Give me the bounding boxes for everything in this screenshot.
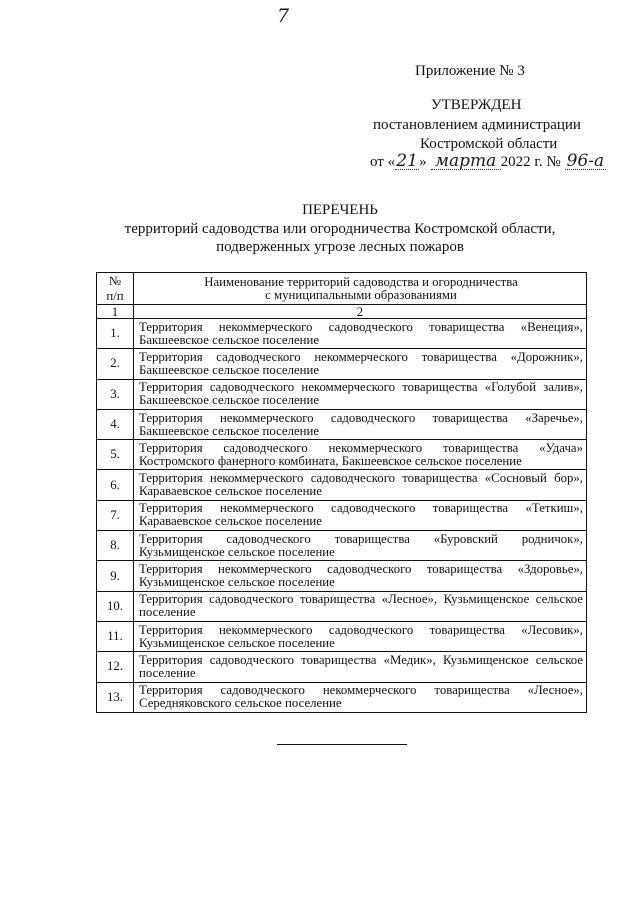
column-number: 2: [134, 305, 587, 319]
territory-name-line: Бакшеевское сельское поселение: [139, 393, 320, 408]
territory-name-cell: [134, 621, 587, 651]
closing-separator-line: [277, 744, 407, 745]
header-name-cell: [134, 273, 587, 305]
territory-name-line: Бакшеевское сельское поселение: [139, 332, 320, 347]
territory-name-line: Территория некоммерческого садоводческого товарищества «Теткиш»,: [139, 501, 583, 516]
document-number-handwritten: 96-а: [566, 151, 605, 171]
row-number: 1.: [97, 319, 134, 349]
territory-name-cell: [134, 379, 587, 409]
table-row: [97, 379, 587, 409]
table-row: [97, 652, 587, 682]
date-prefix: от «: [370, 154, 396, 170]
table-header-row: [97, 273, 587, 305]
date-year: 2022 г. №: [500, 154, 561, 170]
territory-name-line: Территория садоводческого товарищества «Буровский родничок»,: [139, 531, 583, 546]
territory-name-cell: [134, 440, 587, 470]
row-number: 4.: [97, 409, 134, 439]
table-row: [97, 349, 587, 379]
row-number: 2.: [97, 349, 134, 379]
territory-name-line: Середняковского сельское поселение: [139, 696, 342, 711]
row-number: 7.: [97, 500, 134, 530]
row-number: 11.: [97, 621, 134, 651]
document-heading: ПЕРЕЧЕНЬ: [302, 202, 378, 218]
territory-name-line: поселение: [139, 665, 196, 680]
row-number: 3.: [97, 379, 134, 409]
date-day-handwritten: 21: [396, 151, 418, 171]
territory-name-cell: [134, 682, 587, 712]
territory-name-cell: [134, 561, 587, 591]
territory-name-line: Территория некоммерческого садоводческого товарищества «Сосновый бор»,: [139, 471, 583, 486]
page-number-handwritten: 7: [277, 5, 290, 27]
territory-name-line: Бакшеевское сельское поселение: [139, 362, 320, 377]
date-quote-close: »: [419, 154, 427, 170]
territory-name-line: Караваевское сельское поселение: [139, 484, 322, 499]
row-number: 13.: [97, 682, 134, 712]
territory-name-line: Караваевское сельское поселение: [139, 514, 322, 529]
territory-name-cell: [134, 591, 587, 621]
header-name-line: Наименование территорий садоводства и огородничества: [204, 274, 518, 289]
table-row: [97, 440, 587, 470]
territory-name-line: Кузьмищенское сельское поселение: [139, 544, 335, 559]
territory-name-line: Бакшеевское сельское поселение: [139, 423, 320, 438]
header-number-line: п/п: [106, 288, 124, 303]
table-row: [97, 561, 587, 591]
table-row: [97, 591, 587, 621]
territory-name-cell: [134, 349, 587, 379]
date-month-handwritten: марта: [431, 153, 501, 170]
header-name-line: с муниципальными образованиями: [265, 287, 457, 302]
territory-name-line: Территория садоводческого товарищества «Медик», Кузьмищенское сельское: [139, 652, 583, 667]
territory-name-cell: [134, 531, 587, 561]
territory-name-line: Территория садоводческого некоммерческого товарищества «Дорожник»,: [139, 349, 583, 364]
territory-name-cell: [134, 319, 587, 349]
territory-name-line: Территория садоводческого некоммерческого товарищества «Удача»: [139, 440, 583, 455]
table-row: [97, 531, 587, 561]
header-number-line: №: [108, 273, 122, 288]
territory-name-line: Костромского фанерного комбината, Бакшеевское сельское поселение: [139, 453, 522, 468]
row-number: 10.: [97, 591, 134, 621]
territory-name-line: Кузьмищенское сельское поселение: [139, 635, 335, 650]
table-row: [97, 470, 587, 500]
table-row: [97, 621, 587, 651]
territory-name-cell: [134, 652, 587, 682]
territory-name-line: Территория некоммерческого садоводческого товарищества «Заречье»,: [139, 410, 583, 425]
territory-name-line: Территория некоммерческого садоводческого товарищества «Лесовик»,: [139, 622, 583, 637]
territory-name-line: Территория садоводческого некоммерческого товарищества «Голубой залив»,: [139, 380, 583, 395]
table-row: [97, 409, 587, 439]
row-number: 8.: [97, 531, 134, 561]
territory-name-line: Территория некоммерческого садоводческого товарищества «Здоровье»,: [139, 562, 583, 577]
document-subtitle-line: территорий садоводства или огородничества Костромской области,: [124, 221, 556, 237]
row-number: 9.: [97, 561, 134, 591]
row-number: 12.: [97, 652, 134, 682]
appendix-label: Приложение № 3: [415, 63, 525, 79]
territories-table: [96, 272, 587, 713]
document-subtitle-line: подверженных угрозе лесных пожаров: [216, 239, 464, 255]
approved-heading: УТВЕРЖДЕН: [431, 97, 522, 113]
table-row: [97, 319, 587, 349]
territory-name-line: Территория некоммерческого садоводческого товарищества «Венеция»,: [139, 319, 583, 334]
territory-name-line: Кузьмищенское сельское поселение: [139, 575, 335, 590]
approval-authority-line: постановлением администрации: [373, 117, 581, 133]
approval-region-line: Костромской области: [420, 136, 558, 152]
territory-name-cell: [134, 470, 587, 500]
territory-name-line: Территория садоводческого товарищества «Лесное», Кузьмищенское сельское: [139, 592, 583, 607]
column-number-row: [97, 305, 587, 319]
territory-name-cell: [134, 500, 587, 530]
territory-name-cell: [134, 409, 587, 439]
header-number-cell: [97, 273, 134, 305]
table-row: [97, 500, 587, 530]
column-number: 1: [97, 305, 134, 319]
table-row: [97, 682, 587, 712]
row-number: 5.: [97, 440, 134, 470]
row-number: 6.: [97, 470, 134, 500]
territory-name-line: поселение: [139, 605, 196, 620]
territory-name-line: Территория садоводческого некоммерческого товарищества «Лесное»,: [139, 683, 583, 698]
approval-date-line: [370, 153, 606, 171]
